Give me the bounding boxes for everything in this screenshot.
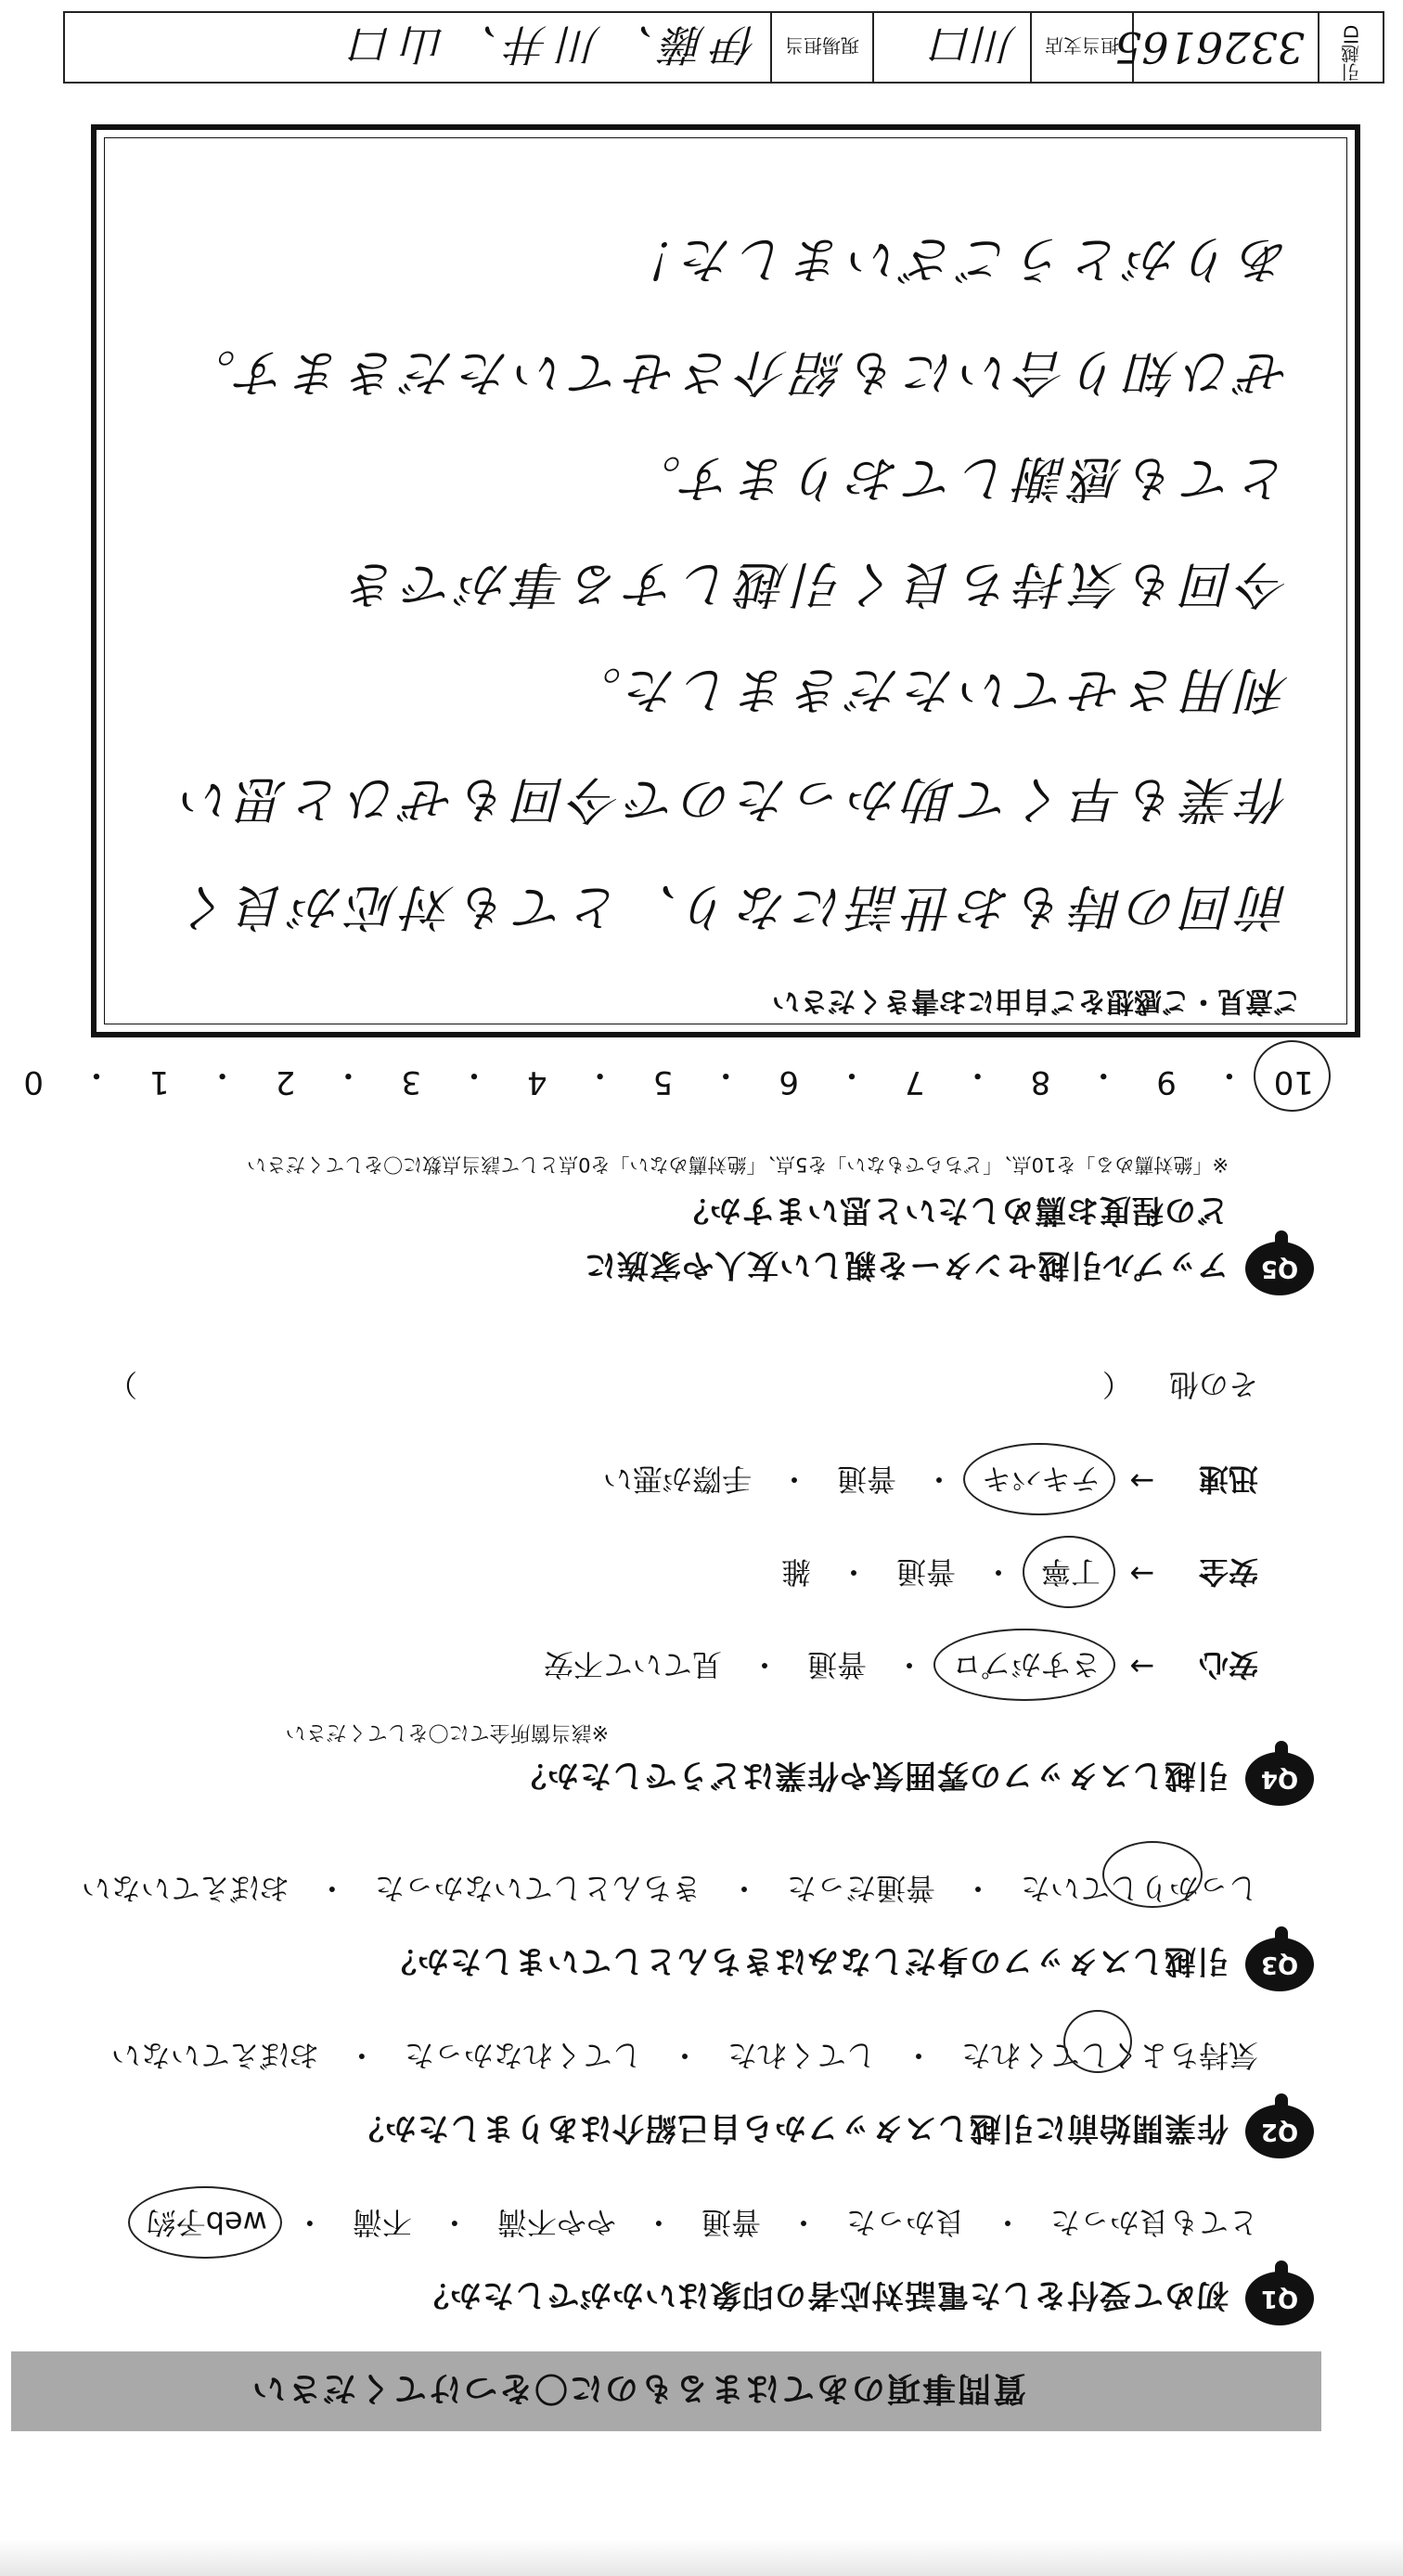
q4-anshin-option-pro[interactable]: さすがプロ: [952, 1645, 1101, 1688]
comment-line-5: とても感謝しております。: [625, 449, 1290, 508]
score-1[interactable]: 1: [149, 1063, 170, 1101]
q1-options: とても良かった ・ 良かった ・ 普通 ・ やや不満 ・ 不満 ・ web予約: [33, 2203, 1258, 2246]
q4-row-anzen: 安全 → 丁寧 ・ 普通 ・ 雑: [33, 1552, 1258, 1595]
q4-anshin-option-normal[interactable]: 普通: [806, 1647, 867, 1682]
footer-id-value: 3326165: [1114, 22, 1305, 72]
q3-options: しっかりしていた ・ 普通だった ・ きちんとしていなかった ・ おぼえていない: [33, 1869, 1258, 1912]
score-9[interactable]: 9: [1156, 1063, 1177, 1101]
footer-id-value-cell: [1114, 13, 1318, 82]
q4-anshin-option-uneasy[interactable]: 見ていて不安: [543, 1647, 722, 1682]
arrow-right-icon: →: [1129, 1556, 1155, 1591]
footer-staff-label: 現場担当: [785, 34, 859, 58]
q2-options: 気持ちよくしてくれた ・ してくれた ・ してくれなかった ・ おぼえていない: [33, 2036, 1258, 2079]
q4-row-label-jinsoku: 迅速: [1198, 1462, 1258, 1497]
q1-option-very-good[interactable]: とても良かった: [1049, 2205, 1258, 2240]
q4-other-paren-open: （: [1101, 1367, 1132, 1402]
footer-branch-value: 川口: [932, 19, 1017, 70]
q4-jinsoku-option-brisk[interactable]: テキパキ: [982, 1460, 1101, 1502]
q3-selection-circle: [1102, 1841, 1203, 1908]
score-8[interactable]: 8: [1030, 1063, 1051, 1101]
q4-anzen-option-normal[interactable]: 普通: [895, 1554, 956, 1590]
arrow-right-icon: →: [1129, 1463, 1155, 1499]
comment-line-1: 前回の時もお世話になり、とても対応が良く: [176, 878, 1290, 936]
scan-edge: [0, 2539, 1403, 2576]
comment-label: ご意見・ご感想をご自由にお書きください: [772, 985, 1301, 1017]
q1-text: 初めて受付をした電話対応者の印象はいかがでしたか？: [417, 2276, 1229, 2314]
comment-line-2: 作業も早くて助かったので今回もぜひと思い: [176, 770, 1290, 829]
score-7[interactable]: 7: [904, 1063, 925, 1101]
comment-line-3: 利用させていただきました。: [566, 661, 1290, 719]
q4-jinsoku-option-clumsy[interactable]: 手際が悪い: [602, 1462, 752, 1497]
q4-other-paren-close: ）: [107, 1367, 137, 1402]
score-2[interactable]: 2: [275, 1063, 296, 1101]
q1-badge: Q1: [1245, 2272, 1314, 2325]
question-4: [33, 1365, 1314, 1806]
q2-option-pleasant[interactable]: 気持ちよくしてくれた: [960, 2038, 1258, 2073]
q4-note: ※該当箇所全てに〇をしてください: [285, 1720, 609, 1744]
footer-branch-label: 担当支店: [1045, 34, 1119, 58]
q3-text: 引越しスタッフの身だしなみはきちんとしていましたか？: [384, 1942, 1229, 1980]
footer-staff-value: 伊藤、川井、山口: [341, 19, 757, 70]
score-6[interactable]: 6: [779, 1063, 799, 1101]
q4-row-jinsoku: 迅速 → テキパキ ・ 普通 ・ 手際が悪い: [33, 1460, 1258, 1502]
q3-option-normal[interactable]: 普通だった: [786, 1871, 935, 1906]
q1-option-good[interactable]: 良かった: [845, 2205, 965, 2240]
q1-option-dissatisfied[interactable]: 不満: [352, 2205, 412, 2240]
q1-option-normal[interactable]: 普通: [701, 2205, 761, 2240]
q4-anzen-option-rough[interactable]: 雑: [780, 1554, 811, 1590]
question-header-text: 質問事項のあてはまるものに〇をつけてください: [250, 2369, 1026, 2408]
q2-option-did-not[interactable]: してくれなかった: [404, 2038, 642, 2073]
q4-row-label-anshin: 安心: [1198, 1647, 1258, 1682]
q4-jinsoku-option-normal[interactable]: 普通: [836, 1462, 896, 1497]
footer-info-table: [63, 11, 1384, 84]
footer-staff-value-cell: [65, 13, 770, 82]
q5-text-line2: どの程度お薦めしたいと思いますか？: [676, 1191, 1229, 1229]
q2-selection-circle: [1063, 2010, 1132, 2073]
q4-badge: Q4: [1245, 1752, 1314, 1806]
q5-badge: Q5: [1245, 1242, 1314, 1295]
score-3[interactable]: 3: [401, 1063, 421, 1101]
q4-anzen-option-careful[interactable]: 丁寧: [1041, 1552, 1101, 1595]
question-1: [33, 2203, 1314, 2325]
q4-row-anshin: 安心 → さすがプロ ・ 普通 ・ 見ていて不安: [33, 1645, 1258, 1688]
score-5[interactable]: 5: [652, 1063, 674, 1101]
question-header-bar: [11, 2351, 1321, 2431]
q4-other-label: その他: [1168, 1367, 1258, 1402]
q5-text: アップル引越センターを親しい友人や家族に: [584, 1246, 1229, 1284]
q5-score-scale: 10 ・ 9 ・ 8 ・ 7 ・ 6 ・ 5 ・ 4 ・ 3 ・ 2 ・ 1 ・ 0: [15, 1055, 1314, 1101]
q2-badge: Q2: [1245, 2105, 1314, 2158]
q4-text: 引越しスタッフの雰囲気や作業はどうでしたか？: [514, 1757, 1229, 1795]
q2-option-did[interactable]: してくれた: [727, 2038, 876, 2073]
q1-option-web-reservation[interactable]: web予約: [147, 2203, 267, 2246]
q5-note: ※「絶対薦める」を10点、「どちらでもない」を5点、「絶対薦めない」を0点として該当点数に〇をしてください: [247, 1153, 1229, 1176]
score-4[interactable]: 4: [526, 1063, 547, 1101]
comment-box[interactable]: [91, 124, 1360, 1037]
q2-option-dont-remember[interactable]: おぼえていない: [110, 2038, 319, 2073]
footer-staff-label-cell: [770, 13, 872, 82]
comment-line-7: ありがとうございました！: [622, 230, 1290, 289]
q1-option-somewhat-dissatisfied[interactable]: やや不満: [496, 2205, 616, 2240]
footer-branch-value-cell: [872, 13, 1030, 82]
question-5: [33, 1152, 1314, 1295]
score-0[interactable]: 0: [23, 1063, 44, 1101]
q4-row-other: [33, 1365, 1258, 1408]
q3-option-not-neat[interactable]: きちんとしていなかった: [374, 1871, 702, 1906]
footer-id-label-cell: [1318, 13, 1383, 82]
score-10[interactable]: 10: [1274, 1055, 1314, 1101]
comment-line-4: 今回も気持ち良く引越しする事ができ: [343, 555, 1290, 613]
footer-id-label: 引越ID: [1340, 24, 1363, 82]
footer-branch-label-cell: [1030, 13, 1132, 82]
q3-badge: Q3: [1245, 1938, 1314, 1991]
question-3: [33, 1869, 1314, 1991]
arrow-right-icon: →: [1129, 1649, 1155, 1684]
q2-text: 作業開始前に引越しスタッフから自己紹介はありましたか？: [352, 2109, 1229, 2147]
question-2: [33, 2036, 1314, 2158]
q4-row-label-anzen: 安全: [1198, 1554, 1258, 1590]
q3-option-neat[interactable]: しっかりしていた: [1020, 1871, 1258, 1906]
comment-line-6: ぜひ知り合いにも紹介させていただきます。: [180, 343, 1290, 402]
q3-option-dont-remember[interactable]: おぼえていない: [81, 1871, 290, 1906]
